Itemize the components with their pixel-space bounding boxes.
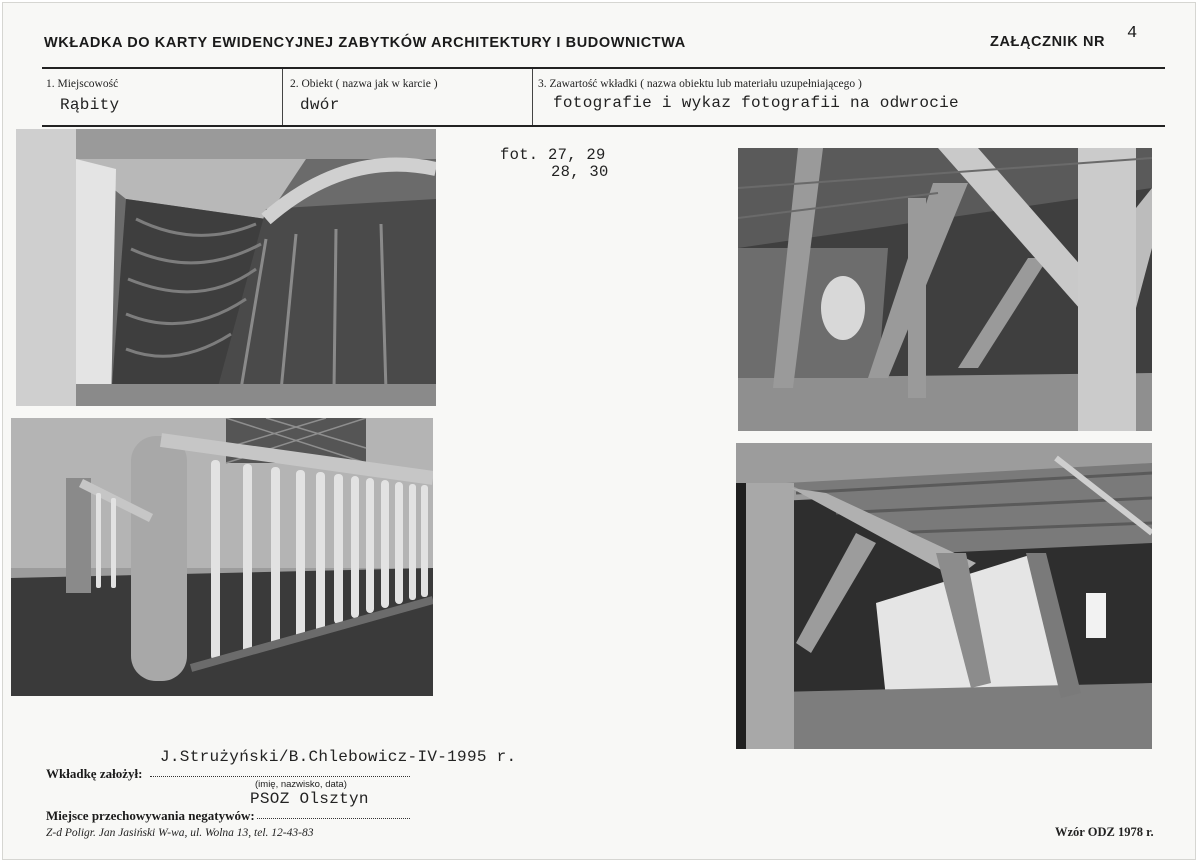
printer-imprint: Z-d Poligr. Jan Jasiński W-wa, ul. Wolna 13, tel. 12-43-83: [46, 827, 314, 839]
form-code: Wzór ODZ 1978 r.: [1055, 825, 1154, 839]
contents-label: 3. Zawartość wkładki ( nazwa obiektu lub materiału uzupełniającego ): [538, 78, 862, 90]
created-by-value: J.Strużyński/B.Chlebowicz-IV-1995 r.: [160, 748, 517, 766]
photo-attic-chimney: [736, 443, 1152, 749]
negatives-location-label: Miejsce przechowywania negatywów:: [46, 808, 255, 823]
negatives-dotted-line: [257, 818, 410, 819]
header-rule-bottom: [42, 125, 1165, 127]
photo-staircase-balustrade: [11, 418, 433, 696]
spiral-staircase-image: [16, 129, 436, 406]
form-title: WKŁADKA DO KARTY EWIDENCYJNEJ ZABYTKÓW ARCHITEKTURY I BUDOWNICTWA: [44, 35, 686, 51]
negatives-location-value: PSOZ Olsztyn: [250, 790, 369, 808]
photo-ref-line-2: 28, 30: [551, 163, 609, 181]
attic-chimney-image: [736, 443, 1152, 749]
photo-ref-line-1: fot. 27, 29: [500, 146, 606, 164]
photo-spiral-staircase: [16, 129, 436, 406]
annex-label: ZAŁĄCZNIK NR: [990, 34, 1106, 50]
field-divider-2: [532, 69, 533, 125]
place-value: Rąbity: [60, 96, 120, 114]
place-label: 1. Miejscowość: [46, 78, 119, 90]
created-by-dotted-line: [150, 776, 410, 777]
annex-number: 4: [1127, 24, 1138, 43]
header-rule-top: [42, 67, 1165, 69]
attic-rafters-image: [738, 148, 1152, 431]
created-by-hint: (imię, nazwisko, data): [255, 779, 347, 790]
contents-value: fotografie i wykaz fotografii na odwrocie: [553, 94, 959, 112]
photo-attic-rafters: [738, 148, 1152, 431]
object-value: dwór: [300, 96, 340, 114]
created-by-label: Wkładkę założył:: [46, 766, 143, 781]
balustrade-image: [11, 418, 433, 696]
field-divider-1: [282, 69, 283, 125]
object-label: 2. Obiekt ( nazwa jak w karcie ): [290, 78, 438, 90]
